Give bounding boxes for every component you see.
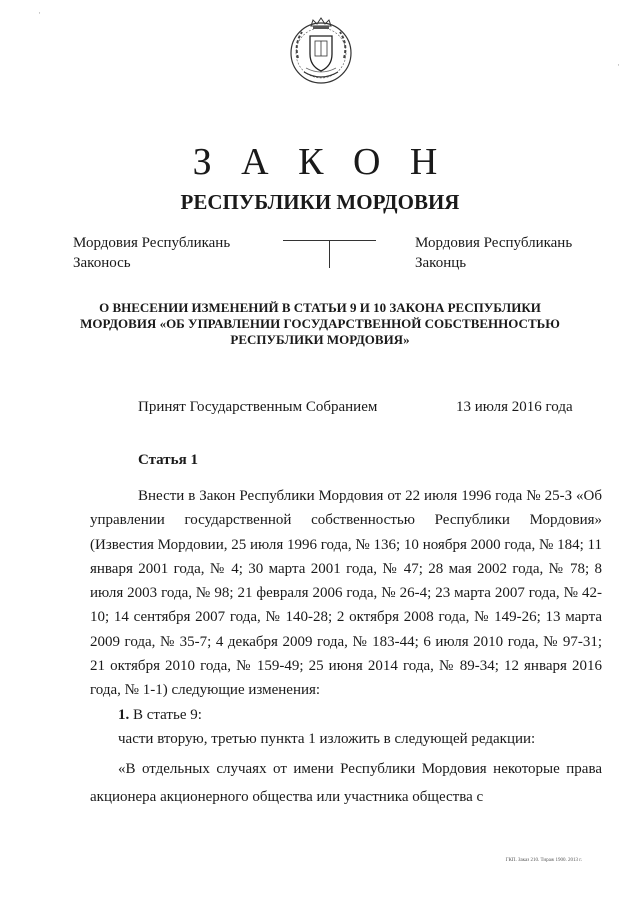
article-body [90,484,602,811]
header-divider-vertical [329,240,330,268]
law-heading-line: РЕСПУБЛИКИ МОРДОВИЯ» [230,332,410,347]
law-heading-line: О ВНЕСЕНИИ ИЗМЕНЕНИЙ В СТАТЬИ 9 И 10 ЗАКОНА РЕСПУБЛИКИ [99,300,541,315]
adopted-label: Принят Государственным Собранием [138,399,378,415]
document-subtitle: РЕСПУБЛИКИ МОРДОВИЯ [180,190,460,214]
law-heading-line: МОРДОВИЯ «ОБ УПРАВЛЕНИИ ГОСУДАРСТВЕННОЙ СОБСТВЕННОСТЬЮ [80,316,560,331]
document-title: З А К О Н [192,141,448,183]
erzya-title-block [73,233,230,273]
erzya-title-line: Законось [73,255,131,271]
law-heading [80,300,560,348]
moksha-title-line: Мордовия Республикань [415,235,573,251]
coat-of-arms-icon [284,14,358,88]
article-intro: Внести в Закон Республики Мордовия от 22 июля 1996 года № 25-З «Об управлении государственной собственностью Республики Мордовия» (Известия Мордовии, 25 июля 1996 года, № 136; 10 ноября 2000 года, № 184; 11 января 2001 года, № 4; 30 марта 2001 года, № 47; 28 мая 2002 года, № 78; 8 июля 2003 года, № 98; 21 февраля 2006 года, № 26-4; 23 марта 2007 года, № 42-10; 14 сентября 2007 года, № 140-28; 2 октября 2008 года, № 149-26; 13 марта 2009 года, № 35-7; 4 декабря 2009 года, № 183-44; 6 июля 2010 года, № 97-31; 21 октября 2010 года, № 159-49; 25 июня 2014 года, № 89-34; 12 января 2016 года, № 1-1) следующие изменения: [90,488,602,699]
moksha-title-line: Законць [415,255,467,271]
adopted-date: 13 июля 2016 года [456,399,573,415]
print-mark: ГКП. Заказ 210. Тираж 1900. 2013 г. [505,858,582,863]
article-subitem: части вторую, третью пункта 1 изложить в следующей редакции: [118,730,536,747]
article-title: Статья 1 [138,452,198,468]
item-text: В статье 9: [129,706,202,723]
article-quote: «В отдельных случаях от имени Республики Мордовия некоторые права акционера акционерного общества или участника общества с [90,761,602,806]
article-item [90,703,602,727]
corner-mark: · [38,8,41,18]
item-number: 1. [118,706,130,723]
moksha-title-block [415,233,572,273]
corner-mark: · [617,60,620,70]
erzya-title-line: Мордовия Республикань [73,235,231,251]
